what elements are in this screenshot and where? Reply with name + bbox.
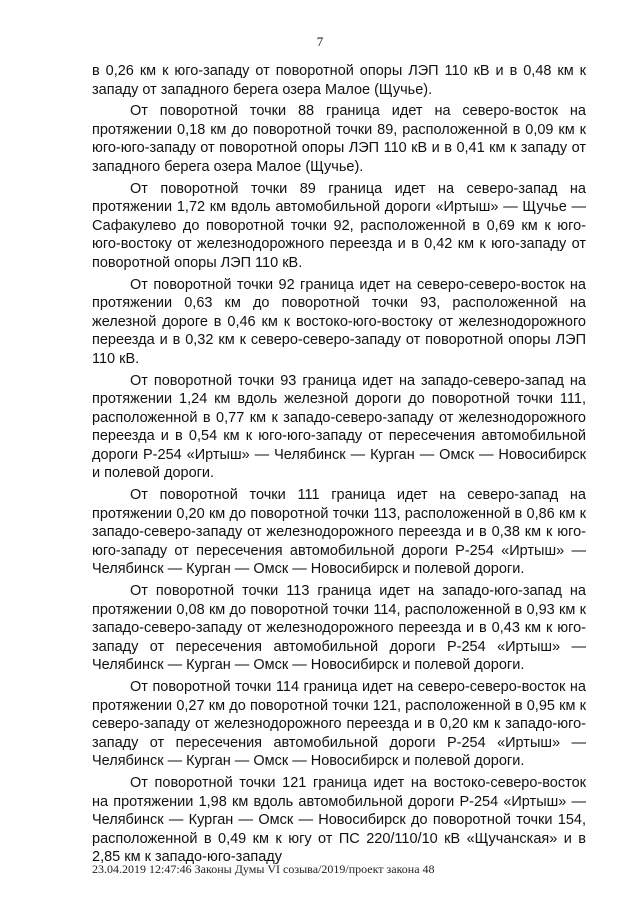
paragraph: От поворотной точки 92 граница идет на северо-северо-восток на протяжении 0,63 км до поворотной точки 93, расположенной на железной дороге в 0,46 км к востоко-юго-востоку от железнодорожного переезда и в 0,32 км к северо-северо-западу от поворотной опоры ЛЭП 110 кВ. bbox=[92, 276, 586, 367]
paragraph: От поворотной точки 121 граница идет на востоко-северо-восток на протяжении 1,98 км вдоль автомобильной дороги Р-254 «Иртыш» — Челябинск — Курган — Омск — Новосибирск до поворотной точки 154, расположенной в 0,49 км к югу от ПС 220/110/10 кВ «Щучанская» и в 2,85 км к западо-юго-западу bbox=[92, 774, 586, 866]
page-footer: 23.04.2019 12:47:46 Законы Думы VI созыва/2019/проект закона 48 bbox=[92, 862, 435, 876]
paragraph: От поворотной точки 114 граница идет на северо-северо-восток на протяжении 0,27 км до поворотной точки 121, расположенной в 0,95 км к северо-западу от железнодорожного переезда и в 0,20 км к западо-юго-западу от пересечения автомобильной дороги Р-254 «Иртыш» — Челябинск — Курган — Омск — Новосибирск и полевой дороги. bbox=[92, 679, 586, 770]
paragraph: От поворотной точки 113 граница идет на западо-юго-запад на протяжении 0,08 км до поворотной точки 114, расположенной в 0,93 км к западо-северо-западу от железнодорожного переезда и в 0,43 км к юго-западу от пересечения автомобильной дороги Р-254 «Иртыш» — Челябинск — Курган — Омск — Новосибирск и полевой дороги. bbox=[92, 583, 586, 674]
paragraph: От поворотной точки 89 граница идет на северо-запад на протяжении 1,72 км вдоль автомобильной дороги «Иртыш» — Щучье — Сафакулево до поворотной точки 92, расположенной в 0,69 км к юго-юго-востоку от железнодорожного переезда и в 0,42 км к юго-западу от поворотной опоры ЛЭП 110 кВ. bbox=[92, 180, 586, 271]
paragraph: От поворотной точки 88 граница идет на северо-восток на протяжении 0,18 км до поворотной точки 89, расположенной в 0,09 км к юго-юго-западу от поворотной опоры ЛЭП 110 кВ и в 0,41 км к западу от западного берега озера Малое (Щучье). bbox=[92, 103, 586, 175]
paragraph: От поворотной точки 93 граница идет на западо-северо-запад на протяжении 1,24 км вдоль железной дороги до поворотной точки 111, расположенной в 0,77 км к западо-северо-западу от железнодорожного переезда и в 0,54 км к юго-юго-западу от пересечения автомобильной дороги Р-254 «Иртыш» — Челябинск — Курган — Омск — Новосибирск и полевой дороги. bbox=[92, 372, 586, 482]
paragraph: в 0,26 км к юго-западу от поворотной опоры ЛЭП 110 кВ и в 0,48 км к западу от западного берега озера Малое (Щучье). bbox=[92, 63, 586, 98]
document-body bbox=[92, 62, 586, 867]
paragraph: От поворотной точки 111 граница идет на северо-запад на протяжении 0,20 км до поворотной точки 113, расположенной в 0,86 км к западо-северо-западу от железнодорожного переезда и в 0,38 км к юго-юго-западу от пересечения автомобильной дороги Р-254 «Иртыш» — Челябинск — Курган — Омск — Новосибирск и полевой дороги. bbox=[92, 487, 586, 578]
page-number: 7 bbox=[316, 34, 324, 49]
